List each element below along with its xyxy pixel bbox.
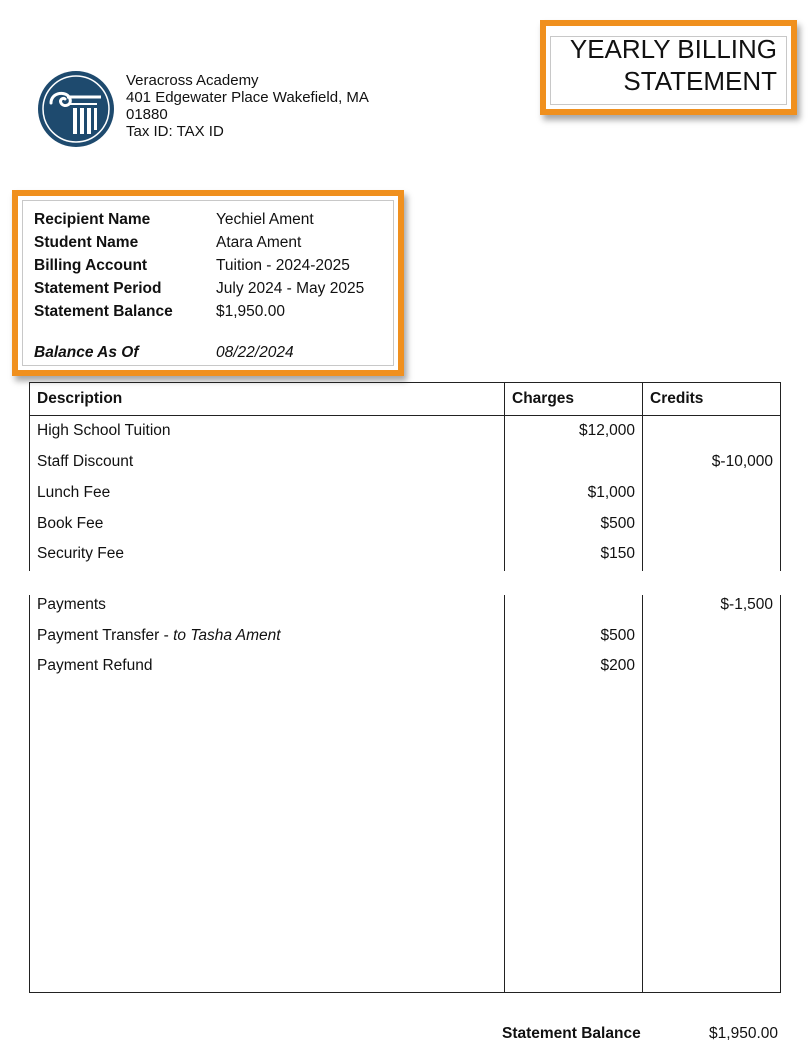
transactions-table bbox=[29, 382, 781, 993]
student-label: Student Name bbox=[34, 234, 139, 251]
address-line-2: 01880 bbox=[126, 106, 168, 123]
student-value: Atara Ament bbox=[216, 234, 302, 251]
row-description: High School Tuition bbox=[37, 422, 171, 439]
recipient-value: Yechiel Ament bbox=[216, 211, 314, 228]
footer-balance-value: $1,950.00 bbox=[709, 1025, 778, 1042]
period-label: Statement Period bbox=[34, 280, 162, 297]
veracross-logo-icon bbox=[37, 70, 115, 148]
recipient-label: Recipient Name bbox=[34, 211, 151, 228]
header-charges: Charges bbox=[512, 390, 575, 407]
table-row bbox=[30, 452, 780, 476]
border-gap bbox=[778, 571, 781, 595]
table-row bbox=[30, 483, 780, 507]
border-gap bbox=[503, 571, 506, 595]
header-description: Description bbox=[37, 390, 123, 407]
border-gap bbox=[28, 571, 31, 595]
tax-id: Tax ID: TAX ID bbox=[126, 123, 224, 140]
table-row bbox=[30, 514, 780, 538]
row-charges: $1,000 bbox=[587, 484, 635, 501]
table-row bbox=[30, 626, 780, 650]
row-charges: $150 bbox=[600, 545, 635, 562]
statement-title-line-1: YEARLY BILLING bbox=[569, 34, 777, 64]
organization-name: Veracross Academy bbox=[126, 72, 259, 89]
account-label: Billing Account bbox=[34, 257, 148, 274]
header-divider bbox=[30, 415, 780, 416]
row-credits: $-1,500 bbox=[720, 596, 773, 613]
row-description: Payments bbox=[37, 596, 106, 613]
footer-balance-label: Statement Balance bbox=[502, 1025, 641, 1042]
row-description: Staff Discount bbox=[37, 453, 134, 470]
row-description: Lunch Fee bbox=[37, 484, 111, 501]
statement-title-line-2: STATEMENT bbox=[623, 66, 777, 96]
row-charges: $500 bbox=[600, 515, 635, 532]
border-gap bbox=[641, 571, 644, 595]
row-description: Payment Refund bbox=[37, 657, 153, 674]
balance-as-of-label: Balance As Of bbox=[34, 344, 139, 361]
period-value: July 2024 - May 2025 bbox=[216, 280, 365, 297]
balance-label: Statement Balance bbox=[34, 303, 173, 320]
balance-as-of-value: 08/22/2024 bbox=[216, 344, 294, 361]
row-charges: $500 bbox=[600, 627, 635, 644]
account-value: Tuition - 2024-2025 bbox=[216, 257, 350, 274]
table-row bbox=[30, 421, 780, 445]
row-description: Security Fee bbox=[37, 545, 125, 562]
table-row bbox=[30, 595, 780, 619]
row-description: Payment Transfer - to Tasha Ament bbox=[37, 627, 281, 644]
balance-value: $1,950.00 bbox=[216, 303, 285, 320]
table-row bbox=[30, 544, 780, 568]
address-line-1: 401 Edgewater Place Wakefield, MA bbox=[126, 89, 369, 106]
statement-title-box bbox=[540, 20, 797, 115]
header-credits: Credits bbox=[650, 390, 704, 407]
table-row bbox=[30, 656, 780, 680]
row-charges: $12,000 bbox=[578, 422, 635, 439]
row-charges: $200 bbox=[600, 657, 635, 674]
row-credits: $-10,000 bbox=[711, 453, 773, 470]
row-description: Book Fee bbox=[37, 515, 104, 532]
statement-info-box bbox=[12, 190, 404, 376]
organization-address bbox=[126, 72, 369, 140]
